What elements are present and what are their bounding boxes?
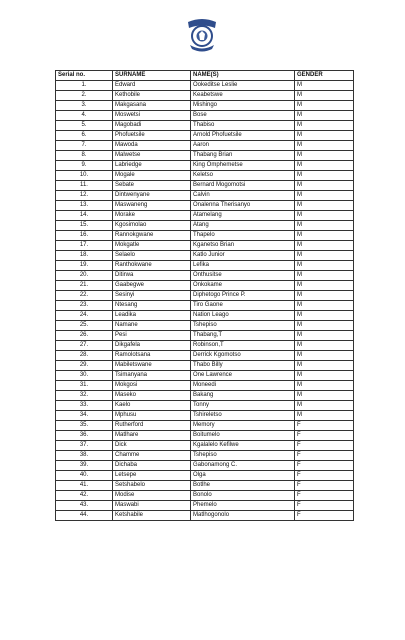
table-row bbox=[56, 131, 354, 141]
names-cell: Olga bbox=[191, 471, 295, 481]
surname-cell: Mokgosi bbox=[113, 381, 191, 391]
table-row bbox=[56, 141, 354, 151]
table-row bbox=[56, 181, 354, 191]
gender-cell: F bbox=[295, 471, 354, 481]
names-cell: Lefika bbox=[191, 261, 295, 271]
names-cell: Keletso bbox=[191, 171, 295, 181]
table-row bbox=[56, 431, 354, 441]
table-row bbox=[56, 481, 354, 491]
table-row bbox=[56, 361, 354, 371]
names-cell: Atang bbox=[191, 221, 295, 231]
table-row bbox=[56, 351, 354, 361]
gender-cell: M bbox=[295, 301, 354, 311]
names-cell: Boitumelo bbox=[191, 431, 295, 441]
surname-cell: Chamme bbox=[113, 451, 191, 461]
names-cell: Tshireletso bbox=[191, 411, 295, 421]
names-cell: Phemelo bbox=[191, 501, 295, 511]
gender-cell: M bbox=[295, 171, 354, 181]
serial-cell: 18. bbox=[56, 251, 113, 261]
crest-logo bbox=[182, 14, 222, 54]
table-row bbox=[56, 281, 354, 291]
surname-cell: Dichaba bbox=[113, 461, 191, 471]
surname-cell: Mabiletswane bbox=[113, 361, 191, 371]
serial-cell: 43. bbox=[56, 501, 113, 511]
surname-cell: Gaabegwe bbox=[113, 281, 191, 291]
names-cell: Bose bbox=[191, 111, 295, 121]
table-row bbox=[56, 421, 354, 431]
gender-cell: F bbox=[295, 481, 354, 491]
table-header-row bbox=[56, 71, 354, 81]
names-cell: Aaron bbox=[191, 141, 295, 151]
surname-cell: Sebate bbox=[113, 181, 191, 191]
table-row bbox=[56, 81, 354, 91]
names-cell: King Omphemetse bbox=[191, 161, 295, 171]
table-row bbox=[56, 471, 354, 481]
gender-cell: M bbox=[295, 151, 354, 161]
serial-cell: 2. bbox=[56, 91, 113, 101]
surname-cell: Letsepe bbox=[113, 471, 191, 481]
gender-cell: M bbox=[295, 221, 354, 231]
names-cell: Tshepiso bbox=[191, 321, 295, 331]
table-row bbox=[56, 221, 354, 231]
surname-cell: Setshabelo bbox=[113, 481, 191, 491]
serial-cell: 30. bbox=[56, 371, 113, 381]
serial-cell: 31. bbox=[56, 381, 113, 391]
gender-cell: M bbox=[295, 131, 354, 141]
gender-cell: M bbox=[295, 211, 354, 221]
gender-cell: M bbox=[295, 231, 354, 241]
gender-cell: M bbox=[295, 91, 354, 101]
surname-cell: Tsimanyana bbox=[113, 371, 191, 381]
table-row bbox=[56, 91, 354, 101]
serial-cell: 38. bbox=[56, 451, 113, 461]
roster-body bbox=[56, 81, 354, 521]
surname-cell: Dick bbox=[113, 441, 191, 451]
names-cell: Matlhogonolo bbox=[191, 511, 295, 521]
names-cell: Onthusitse bbox=[191, 271, 295, 281]
gender-cell: M bbox=[295, 241, 354, 251]
names-cell: Onalenna Therisanyo bbox=[191, 201, 295, 211]
names-cell: Nation Leago bbox=[191, 311, 295, 321]
table-row bbox=[56, 121, 354, 131]
names-cell: Thabang,T bbox=[191, 331, 295, 341]
surname-cell: Mphusu bbox=[113, 411, 191, 421]
names-cell: Kganetso Brian bbox=[191, 241, 295, 251]
serial-cell: 13. bbox=[56, 201, 113, 211]
serial-cell: 23. bbox=[56, 301, 113, 311]
gender-cell: M bbox=[295, 271, 354, 281]
serial-cell: 28. bbox=[56, 351, 113, 361]
serial-cell: 34. bbox=[56, 411, 113, 421]
names-cell: Bakang bbox=[191, 391, 295, 401]
gender-cell: M bbox=[295, 321, 354, 331]
surname-cell: Ranthokwane bbox=[113, 261, 191, 271]
table-row bbox=[56, 191, 354, 201]
surname-cell: Morake bbox=[113, 211, 191, 221]
table-row bbox=[56, 261, 354, 271]
surname-cell: Makgasana bbox=[113, 101, 191, 111]
names-cell: One Lawrence bbox=[191, 371, 295, 381]
gender-cell: M bbox=[295, 201, 354, 211]
table-row bbox=[56, 301, 354, 311]
table-row bbox=[56, 111, 354, 121]
surname-cell: Modise bbox=[113, 491, 191, 501]
table-row bbox=[56, 201, 354, 211]
serial-cell: 4. bbox=[56, 111, 113, 121]
table-row bbox=[56, 101, 354, 111]
names-cell: Tonny bbox=[191, 401, 295, 411]
surname-cell: Kaelo bbox=[113, 401, 191, 411]
table-row bbox=[56, 441, 354, 451]
gender-cell: M bbox=[295, 111, 354, 121]
names-cell: Tshepiso bbox=[191, 451, 295, 461]
serial-cell: 33. bbox=[56, 401, 113, 411]
table-row bbox=[56, 291, 354, 301]
table-row bbox=[56, 251, 354, 261]
surname-cell: Magobadi bbox=[113, 121, 191, 131]
table-row bbox=[56, 401, 354, 411]
surname-cell: Matlhare bbox=[113, 431, 191, 441]
surname-cell: Edward bbox=[113, 81, 191, 91]
table-row bbox=[56, 231, 354, 241]
names-cell: Mishingo bbox=[191, 101, 295, 111]
serial-cell: 17. bbox=[56, 241, 113, 251]
table-row bbox=[56, 331, 354, 341]
table-row bbox=[56, 411, 354, 421]
gender-cell: M bbox=[295, 251, 354, 261]
names-cell: Thapelo bbox=[191, 231, 295, 241]
names-cell: Bonolo bbox=[191, 491, 295, 501]
gender-cell: F bbox=[295, 461, 354, 471]
names-cell: Thabiso bbox=[191, 121, 295, 131]
table-row bbox=[56, 321, 354, 331]
table-row bbox=[56, 381, 354, 391]
surname-cell: Sesinyi bbox=[113, 291, 191, 301]
table-row bbox=[56, 391, 354, 401]
serial-cell: 16. bbox=[56, 231, 113, 241]
gender-cell: M bbox=[295, 381, 354, 391]
table-row bbox=[56, 371, 354, 381]
serial-cell: 11. bbox=[56, 181, 113, 191]
gender-cell: F bbox=[295, 431, 354, 441]
serial-cell: 9. bbox=[56, 161, 113, 171]
serial-cell: 8. bbox=[56, 151, 113, 161]
surname-cell: Leadika bbox=[113, 311, 191, 321]
gender-cell: M bbox=[295, 401, 354, 411]
serial-cell: 3. bbox=[56, 101, 113, 111]
names-cell: Thabo Billy bbox=[191, 361, 295, 371]
surname-cell: Ditirwa bbox=[113, 271, 191, 281]
serial-cell: 15. bbox=[56, 221, 113, 231]
table-row bbox=[56, 161, 354, 171]
table-row bbox=[56, 241, 354, 251]
gender-cell: M bbox=[295, 181, 354, 191]
gender-cell: M bbox=[295, 281, 354, 291]
table-row bbox=[56, 311, 354, 321]
gender-cell: M bbox=[295, 141, 354, 151]
names-cell: Kgalalelo Kefilwe bbox=[191, 441, 295, 451]
names-cell: Diphetogo Prince P. bbox=[191, 291, 295, 301]
surname-cell: Ramolotsana bbox=[113, 351, 191, 361]
serial-cell: 27. bbox=[56, 341, 113, 351]
header-surname: SURNAME bbox=[113, 71, 191, 81]
roster-table bbox=[55, 70, 354, 521]
serial-cell: 5. bbox=[56, 121, 113, 131]
table-row bbox=[56, 171, 354, 181]
surname-cell: Maswabi bbox=[113, 501, 191, 511]
surname-cell: Dintwenyane bbox=[113, 191, 191, 201]
names-cell: Botlhe bbox=[191, 481, 295, 491]
table-row bbox=[56, 271, 354, 281]
names-cell: Keabetswe bbox=[191, 91, 295, 101]
gender-cell: M bbox=[295, 191, 354, 201]
serial-cell: 42. bbox=[56, 491, 113, 501]
gender-cell: M bbox=[295, 341, 354, 351]
names-cell: Arnold Phofuetsile bbox=[191, 131, 295, 141]
surname-cell: Dikgafela bbox=[113, 341, 191, 351]
table-row bbox=[56, 491, 354, 501]
gender-cell: M bbox=[295, 101, 354, 111]
surname-cell: Namane bbox=[113, 321, 191, 331]
serial-cell: 35. bbox=[56, 421, 113, 431]
surname-cell: Kethobile bbox=[113, 91, 191, 101]
names-cell: Onkokame bbox=[191, 281, 295, 291]
gender-cell: F bbox=[295, 441, 354, 451]
header-serial-no: Serial no. bbox=[56, 71, 113, 81]
surname-cell: Rutherford bbox=[113, 421, 191, 431]
names-cell: Katlo Junior bbox=[191, 251, 295, 261]
gender-cell: M bbox=[295, 291, 354, 301]
serial-cell: 32. bbox=[56, 391, 113, 401]
surname-cell: Moswetsi bbox=[113, 111, 191, 121]
table-row bbox=[56, 501, 354, 511]
surname-cell: Ketshabile bbox=[113, 511, 191, 521]
serial-cell: 12. bbox=[56, 191, 113, 201]
names-cell: Bernard Mogomotsi bbox=[191, 181, 295, 191]
serial-cell: 44. bbox=[56, 511, 113, 521]
gender-cell: M bbox=[295, 391, 354, 401]
names-cell: Moneedi bbox=[191, 381, 295, 391]
gender-cell: M bbox=[295, 121, 354, 131]
table-row bbox=[56, 341, 354, 351]
surname-cell: Phofuetsile bbox=[113, 131, 191, 141]
serial-cell: 10. bbox=[56, 171, 113, 181]
surname-cell: Mawoda bbox=[113, 141, 191, 151]
surname-cell: Rannokgwane bbox=[113, 231, 191, 241]
serial-cell: 26. bbox=[56, 331, 113, 341]
serial-cell: 39. bbox=[56, 461, 113, 471]
header-gender: GENDER bbox=[295, 71, 354, 81]
serial-cell: 37. bbox=[56, 441, 113, 451]
table-row bbox=[56, 151, 354, 161]
gender-cell: M bbox=[295, 81, 354, 91]
names-cell: Calvin bbox=[191, 191, 295, 201]
gender-cell: M bbox=[295, 311, 354, 321]
gender-cell: M bbox=[295, 331, 354, 341]
names-cell: Derrick Kgomotso bbox=[191, 351, 295, 361]
serial-cell: 1. bbox=[56, 81, 113, 91]
serial-cell: 41. bbox=[56, 481, 113, 491]
surname-cell: Pesi bbox=[113, 331, 191, 341]
gender-cell: F bbox=[295, 511, 354, 521]
header-names: NAME(S) bbox=[191, 71, 295, 81]
table-row bbox=[56, 451, 354, 461]
serial-cell: 14. bbox=[56, 211, 113, 221]
surname-cell: Labriedge bbox=[113, 161, 191, 171]
gender-cell: M bbox=[295, 161, 354, 171]
gender-cell: M bbox=[295, 371, 354, 381]
serial-cell: 40. bbox=[56, 471, 113, 481]
names-cell: Robinson,T bbox=[191, 341, 295, 351]
surname-cell: Kgosimolao bbox=[113, 221, 191, 231]
gender-cell: M bbox=[295, 351, 354, 361]
serial-cell: 21. bbox=[56, 281, 113, 291]
gender-cell: F bbox=[295, 501, 354, 511]
surname-cell: Ntesang bbox=[113, 301, 191, 311]
table-row bbox=[56, 461, 354, 471]
serial-cell: 20. bbox=[56, 271, 113, 281]
serial-cell: 6. bbox=[56, 131, 113, 141]
serial-cell: 22. bbox=[56, 291, 113, 301]
gender-cell: M bbox=[295, 361, 354, 371]
surname-cell: Selaelo bbox=[113, 251, 191, 261]
gender-cell: M bbox=[295, 261, 354, 271]
serial-cell: 25. bbox=[56, 321, 113, 331]
gender-cell: F bbox=[295, 451, 354, 461]
serial-cell: 36. bbox=[56, 431, 113, 441]
names-cell: Atamelang bbox=[191, 211, 295, 221]
names-cell: Thabang Brian bbox=[191, 151, 295, 161]
gender-cell: F bbox=[295, 491, 354, 501]
gender-cell: F bbox=[295, 421, 354, 431]
names-cell: Gabonamong C. bbox=[191, 461, 295, 471]
surname-cell: Maswaneng bbox=[113, 201, 191, 211]
names-cell: Ookeditse Leslie bbox=[191, 81, 295, 91]
surname-cell: Mokgatle bbox=[113, 241, 191, 251]
serial-cell: 24. bbox=[56, 311, 113, 321]
serial-cell: 29. bbox=[56, 361, 113, 371]
surname-cell: Mogale bbox=[113, 171, 191, 181]
serial-cell: 7. bbox=[56, 141, 113, 151]
table-row bbox=[56, 211, 354, 221]
surname-cell: Maseko bbox=[113, 391, 191, 401]
names-cell: Tiro Gaone bbox=[191, 301, 295, 311]
gender-cell: M bbox=[295, 411, 354, 421]
surname-cell: Malwetse bbox=[113, 151, 191, 161]
serial-cell: 19. bbox=[56, 261, 113, 271]
table-row bbox=[56, 511, 354, 521]
names-cell: Memory bbox=[191, 421, 295, 431]
